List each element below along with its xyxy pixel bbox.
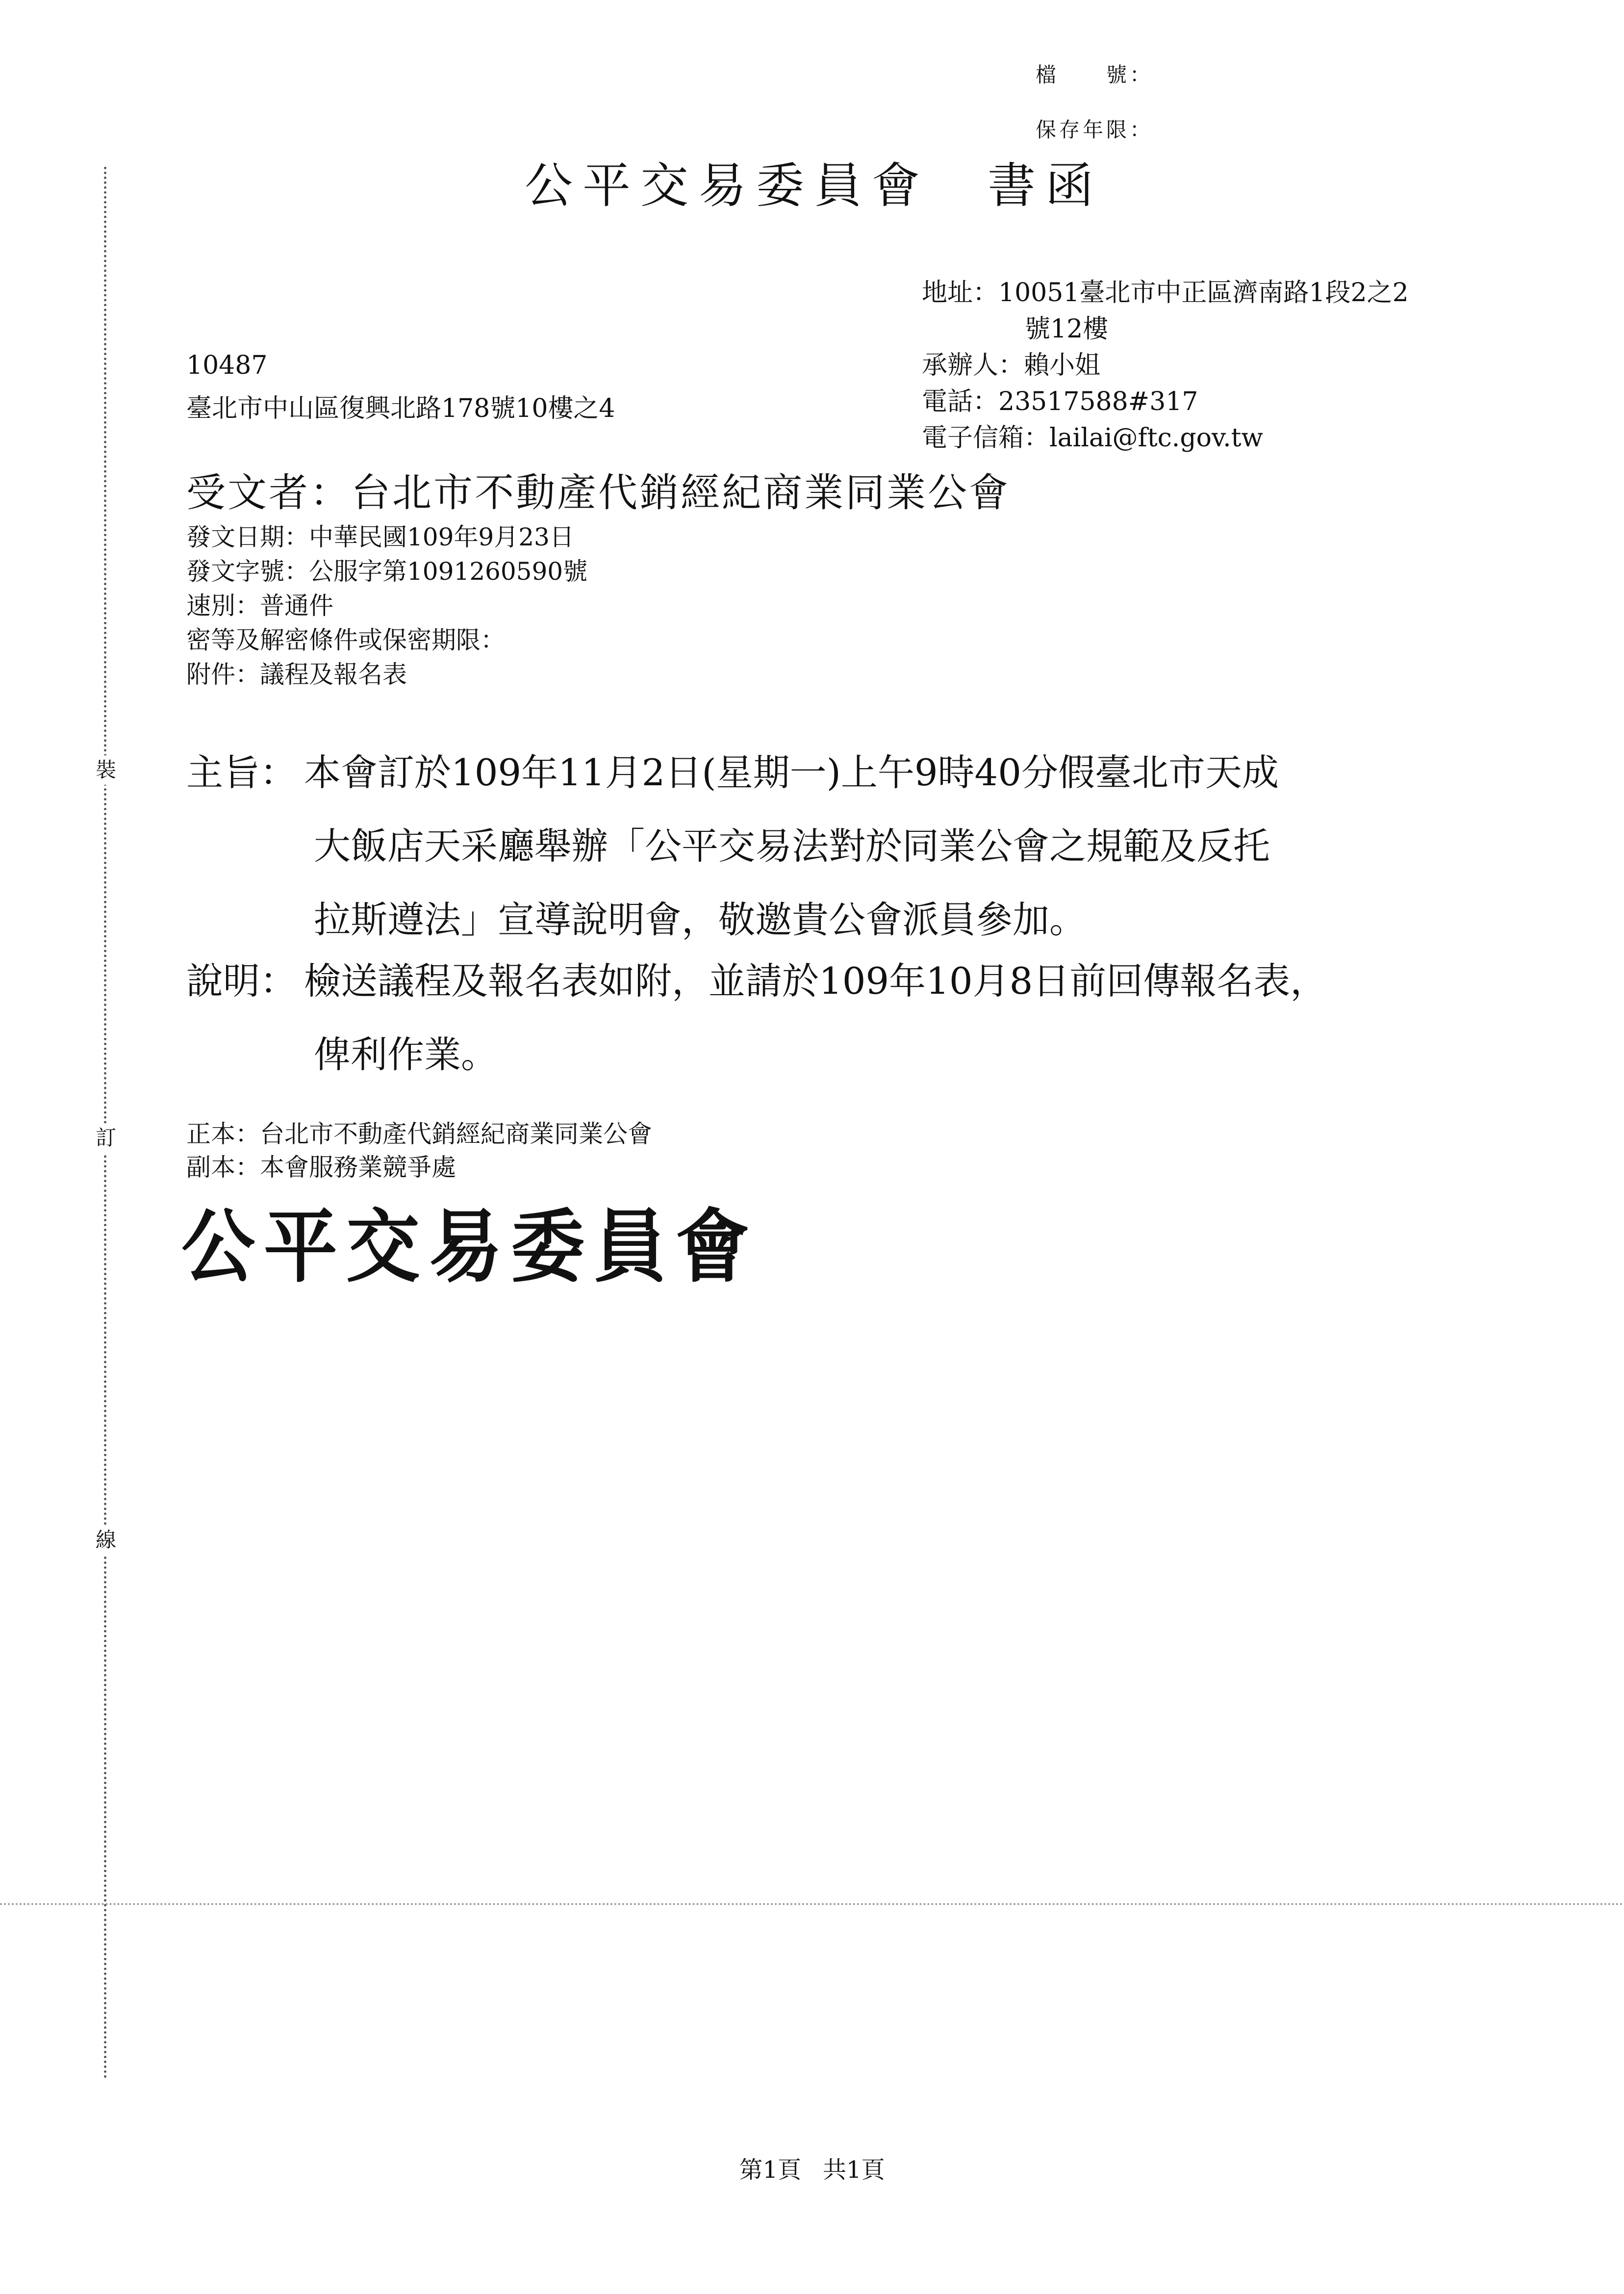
subject-line-2: 大飯店天采廳舉辦「公平交易法對於同業公會之規範及反托	[314, 825, 1270, 868]
subject-line-3: 拉斯遵法」宣導說明會，敬邀貴公會派員參加。	[314, 898, 1087, 941]
binding-mark-zhuang: 裝	[91, 755, 121, 785]
sender-address-line1: 地址：10051臺北市中正區濟南路1段2之2	[922, 278, 1409, 308]
reference-number: 發文字號：公服字第1091260590號	[186, 557, 588, 586]
binding-mark-xian: 線	[91, 1525, 121, 1555]
explanation-line-1: 檢送議程及報名表如附，並請於109年10月8日前回傳報名表，	[304, 959, 1327, 1003]
original-recipient: 正本：台北市不動產代銷經紀商業同業公會	[186, 1120, 652, 1148]
copies-section	[186, 1117, 652, 1184]
sender-address-line2: 號12樓	[1025, 314, 1109, 344]
page-separator	[0, 1903, 1624, 1905]
binding-mark-ding: 訂	[91, 1123, 121, 1153]
page-total: 共1頁	[823, 2156, 885, 2184]
attachment: 附件：議程及報名表	[186, 660, 407, 689]
file-number-label: 檔 號：	[1035, 63, 1153, 87]
sender-email: 電子信箱：lailai@ftc.gov.tw	[922, 423, 1264, 453]
recipient-address: 臺北市中山區復興北路178號10樓之4	[186, 394, 615, 423]
subject-section	[186, 736, 1279, 956]
retention-period-label: 保存年限：	[1035, 118, 1153, 142]
explanation-line-2: 俾利作業。	[314, 1033, 498, 1076]
subject-line-1: 本會訂於109年11月2日(星期一)上午9時40分假臺北市天成	[304, 751, 1279, 794]
agency-seal: 公平交易委員會	[181, 1201, 759, 1294]
explanation-section	[186, 944, 1327, 1091]
explanation-label: 說明：	[186, 959, 297, 1003]
document-meta	[186, 520, 587, 692]
delivery-speed: 速別：普通件	[186, 592, 333, 620]
page-number: 第1頁	[739, 2156, 801, 2184]
addressee: 受文者：台北市不動產代銷經紀商業同業公會	[186, 470, 1010, 516]
sender-phone: 電話：23517588#317	[922, 387, 1198, 416]
pagination	[0, 2151, 1624, 2185]
secrecy-level: 密等及解密條件或保密期限：	[186, 626, 505, 654]
issue-date: 發文日期：中華民國109年9月23日	[186, 523, 574, 551]
carbon-copy: 副本：本會服務業競爭處	[186, 1153, 456, 1182]
sender-contact: 承辦人：賴小姐	[922, 351, 1101, 380]
sender-info	[922, 275, 1409, 456]
document-title: 公平交易委員會 書函	[524, 158, 1103, 214]
subject-label: 主旨：	[186, 751, 297, 794]
recipient-zip: 10487	[186, 351, 268, 380]
